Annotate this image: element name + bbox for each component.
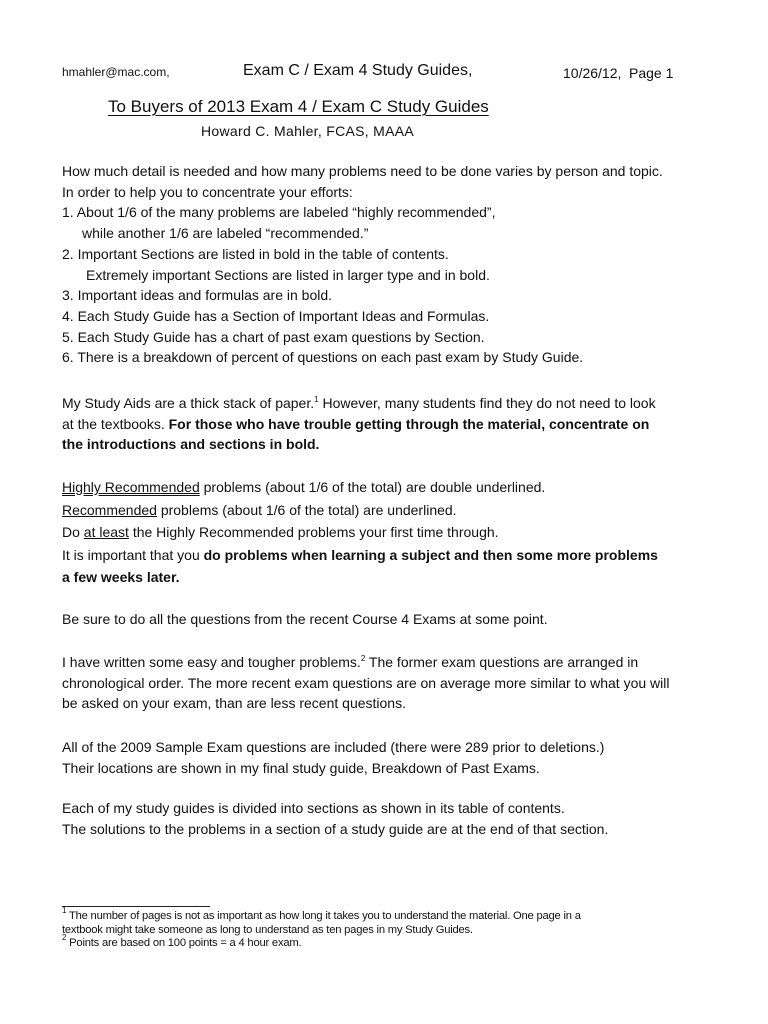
recommended-section <box>62 476 658 589</box>
header-page-number: Page 1 <box>629 65 674 81</box>
footnote-2 <box>62 933 581 951</box>
footnote-divider <box>62 906 210 907</box>
paragraph-line <box>62 521 658 544</box>
study-aids-paragraph <box>62 393 656 455</box>
footnote-number: 2 <box>62 933 67 942</box>
paragraph-line: The solutions to the problems in a section of a study guide are at the end of that section. <box>62 820 609 837</box>
text-run: However, many students find they do not need to look <box>318 395 656 411</box>
intro-section <box>62 161 663 368</box>
author-line: Howard C. Mahler, FCAS, MAAA <box>201 123 415 139</box>
text-run: It is important that you <box>62 546 204 563</box>
course4-paragraph: Be sure to do all the questions from the recent Course 4 Exams at some point. <box>62 611 548 627</box>
page-title: To Buyers of 2013 Exam 4 / Exam C Study Guides <box>108 97 489 116</box>
paragraph-line <box>62 652 669 673</box>
text-run: My Study Aids are a thick stack of paper. <box>62 395 315 411</box>
text-run: The number of pages is not as important as how long it takes you to understand the material. One page in a <box>66 910 581 922</box>
sections-paragraph <box>62 798 608 839</box>
bold-text: the introductions and sections in bold. <box>62 436 320 453</box>
intro-line: How much detail is needed and how many problems need to be done varies by person and topic. <box>62 163 663 179</box>
text-run: problems (about 1/6 of the total) are underlined. <box>156 501 457 518</box>
footnote-ref: 1 <box>314 395 319 404</box>
list-item: 4. Each Study Guide has a Section of Important Ideas and Formulas. <box>62 307 490 324</box>
bold-text: do problems when learning a subject and then some more problems <box>203 546 658 563</box>
underlined-text: at least <box>83 524 129 540</box>
list-item: 3. Important ideas and formulas are in bold. <box>62 287 333 304</box>
text-run: I have written some easy and tougher problems. <box>62 654 361 670</box>
sample-exam-paragraph <box>62 737 604 778</box>
text-run: problems (about 1/6 of the total) are double underlined. <box>199 479 546 495</box>
text-run: Points are based on 100 points = a 4 hour exam. <box>66 937 302 949</box>
list-item-continuation: Extremely important Sections are listed in larger type and in bold. <box>86 266 490 283</box>
list-item-continuation: while another 1/6 are labeled “recommended.” <box>82 225 369 242</box>
written-problems-paragraph <box>62 652 669 714</box>
bold-text: a few weeks later. <box>62 569 180 585</box>
footnote-1 <box>62 906 581 924</box>
paragraph-line <box>62 499 658 522</box>
paragraph-line: chronological order. The more recent exam questions are on average more similar to what you will <box>62 674 670 691</box>
list-item: 5. Each Study Guide has a chart of past exam questions by Section. <box>62 328 485 345</box>
header-email: hmahler@mac.com, <box>62 65 170 79</box>
paragraph-line: be asked on your exam, than are less recent questions. <box>62 695 406 712</box>
header-date: 10/26/12, <box>563 65 622 81</box>
footnote-1-continuation: textbook might take someone as long to understand as ten pages in my Study Guides. <box>62 923 473 936</box>
paragraph-line <box>62 544 658 567</box>
recommended-label: Recommended <box>62 501 157 518</box>
footnote-ref: 2 <box>360 654 366 663</box>
footnotes <box>62 906 581 951</box>
paragraph-line <box>62 393 656 414</box>
paragraph-line: Each of my study guides is divided into sections as shown in its table of contents. <box>62 800 565 816</box>
list-item: 1. About 1/6 of the many problems are labeled “highly recommended”, <box>62 204 496 221</box>
bold-text: For those who have trouble getting through the material, concentrate on <box>168 415 650 432</box>
header-doc-title: Exam C / Exam 4 Study Guides, <box>243 62 473 79</box>
intro-line: In order to help you to concentrate your efforts: <box>62 183 353 200</box>
text-run: at the textbooks. <box>62 415 169 432</box>
paragraph-line: All of the 2009 Sample Exam questions are included (there were 289 prior to deletions.) <box>62 739 605 755</box>
text-run: Do <box>62 524 84 540</box>
footnote-number: 1 <box>62 906 67 915</box>
paragraph-line: Their locations are shown in my final study guide, Breakdown of Past Exams. <box>62 759 540 776</box>
highly-recommended-label: Highly Recommended <box>62 479 200 495</box>
text-run: the Highly Recommended problems your first time through. <box>128 524 499 540</box>
text-run: The former exam questions are arranged in <box>365 654 639 670</box>
paragraph-line <box>62 414 656 435</box>
paragraph-line <box>62 476 658 499</box>
list-item: 2. Important Sections are listed in bold in the table of contents. <box>62 245 449 262</box>
list-item: 6. There is a breakdown of percent of questions on each past exam by Study Guide. <box>62 349 584 366</box>
